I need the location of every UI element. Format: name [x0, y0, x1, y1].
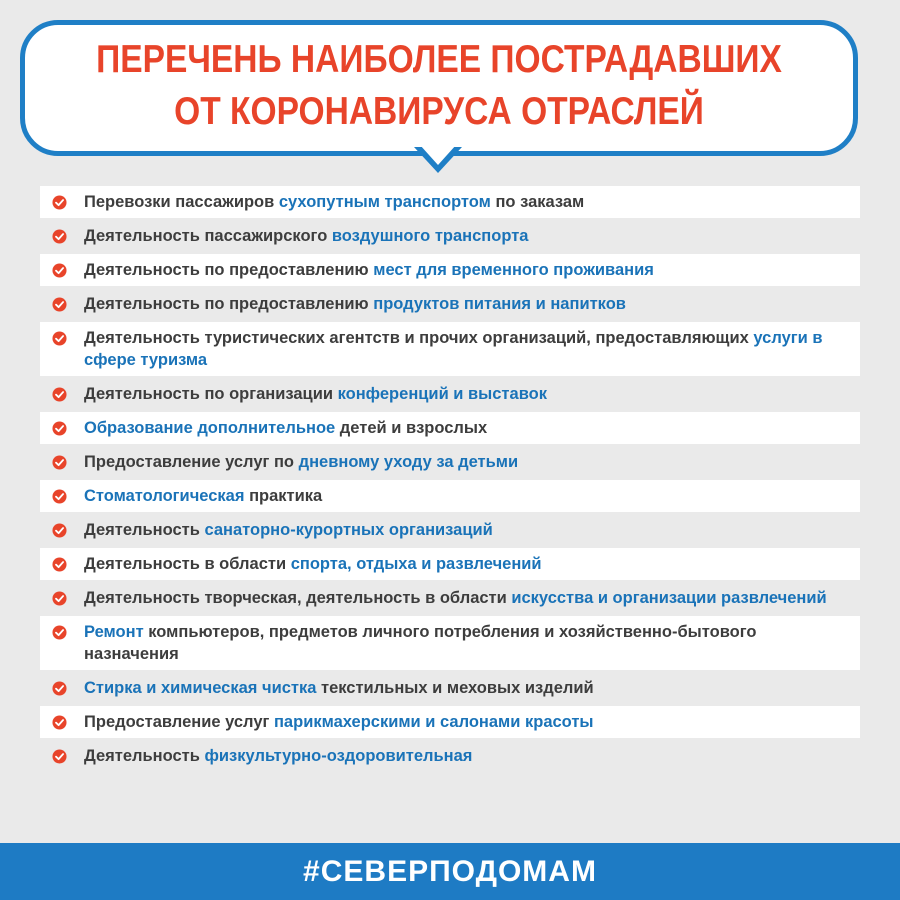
highlighted-text: услуги в сфере туризма — [84, 329, 823, 369]
check-circle-icon — [52, 715, 67, 730]
plain-text: по заказам — [490, 193, 585, 211]
list-item — [40, 254, 860, 286]
title-line-2: ОТ КОРОНАВИРУСА ОТРАСЛЕЙ — [174, 90, 704, 133]
list-item — [40, 616, 860, 670]
hashtag-text: #СЕВЕРПОДОМАМ — [303, 855, 597, 888]
list-item — [40, 582, 860, 614]
highlighted-text: физкультурно-оздоровительная — [204, 747, 473, 765]
list-item — [40, 322, 860, 376]
highlighted-text: Стоматологическая — [84, 487, 245, 505]
list-item-text — [84, 711, 850, 733]
highlighted-text: Стирка и химическая чистка — [84, 679, 317, 697]
list-item — [40, 446, 860, 478]
list-item-text — [84, 451, 850, 473]
plain-text: практика — [244, 487, 323, 505]
plain-text: Деятельность туристических агентств и прочих организаций, предоставляющих — [84, 329, 754, 347]
list-item-text — [84, 553, 850, 575]
check-circle-icon — [52, 523, 67, 538]
highlighted-text: искусства и организации развлечений — [511, 589, 827, 607]
list-item — [40, 548, 860, 580]
industry-list — [40, 186, 860, 774]
title-line-1: ПЕРЕЧЕНЬ НАИБОЛЕЕ ПОСТРАДАВШИХ — [96, 38, 782, 81]
highlighted-text: спорта, отдыха и развлечений — [290, 555, 542, 573]
highlighted-text: санаторно-курортных организаций — [204, 521, 493, 539]
plain-text: Предоставление услуг — [84, 713, 274, 731]
list-item — [40, 288, 860, 320]
check-circle-icon — [52, 229, 67, 244]
check-circle-icon — [52, 195, 67, 210]
list-item — [40, 672, 860, 704]
list-item-text — [84, 417, 850, 439]
check-circle-icon — [52, 297, 67, 312]
plain-text: Перевозки пассажиров — [84, 193, 279, 211]
plain-text: компьютеров, предметов личного потребления и хозяйственно-бытового назначения — [84, 623, 757, 663]
list-item-text — [84, 259, 850, 281]
highlighted-text: сухопутным транспортом — [278, 193, 491, 211]
check-circle-icon — [52, 331, 67, 346]
check-circle-icon — [52, 625, 67, 640]
check-circle-icon — [52, 387, 67, 402]
list-item-text — [84, 519, 850, 541]
check-circle-icon — [52, 489, 67, 504]
plain-text: текстильных и меховых изделий — [316, 679, 594, 697]
highlighted-text: воздушного транспорта — [331, 227, 529, 245]
plain-text: Деятельность по организации — [84, 385, 338, 403]
check-circle-icon — [52, 749, 67, 764]
plain-text: Деятельность — [84, 521, 205, 539]
speech-bubble-tail-inner — [420, 145, 456, 165]
highlighted-text: Образование дополнительное — [84, 419, 336, 437]
plain-text: Предоставление услуг по — [84, 453, 299, 471]
page-title — [79, 34, 800, 138]
plain-text: детей и взрослых — [335, 419, 488, 437]
plain-text: Деятельность по предоставлению — [84, 261, 374, 279]
list-item — [40, 186, 860, 218]
check-circle-icon — [52, 263, 67, 278]
check-circle-icon — [52, 421, 67, 436]
check-circle-icon — [52, 681, 67, 696]
highlighted-text: Ремонт — [84, 623, 144, 641]
list-item — [40, 706, 860, 738]
check-circle-icon — [52, 557, 67, 572]
highlighted-text: дневному уходу за детьми — [298, 453, 519, 471]
plain-text: Деятельность — [84, 747, 205, 765]
highlighted-text: парикмахерскими и салонами красоты — [273, 713, 594, 731]
list-item-text — [84, 677, 850, 699]
plain-text: Деятельность в области — [84, 555, 291, 573]
highlighted-text: продуктов питания и напитков — [373, 295, 626, 313]
list-item — [40, 480, 860, 512]
check-circle-icon — [52, 455, 67, 470]
highlighted-text: мест для временного проживания — [373, 261, 654, 279]
list-item-text — [84, 225, 850, 247]
list-item — [40, 514, 860, 546]
list-item — [40, 740, 860, 772]
footer-hashtag-banner — [0, 843, 900, 900]
list-item-text — [84, 293, 850, 315]
plain-text: Деятельность пассажирского — [84, 227, 332, 245]
plain-text: Деятельность творческая, деятельность в области — [84, 589, 512, 607]
list-item — [40, 412, 860, 444]
list-item-text — [84, 383, 850, 405]
plain-text: Деятельность по предоставлению — [84, 295, 374, 313]
list-item-text — [84, 485, 850, 507]
check-circle-icon — [52, 591, 67, 606]
list-item — [40, 378, 860, 410]
list-item-text — [84, 587, 850, 609]
list-item-text — [84, 191, 850, 213]
list-item-text — [84, 745, 850, 767]
highlighted-text: конференций и выставок — [337, 385, 547, 403]
list-item-text — [84, 327, 850, 371]
list-item-text — [84, 621, 850, 665]
list-item — [40, 220, 860, 252]
